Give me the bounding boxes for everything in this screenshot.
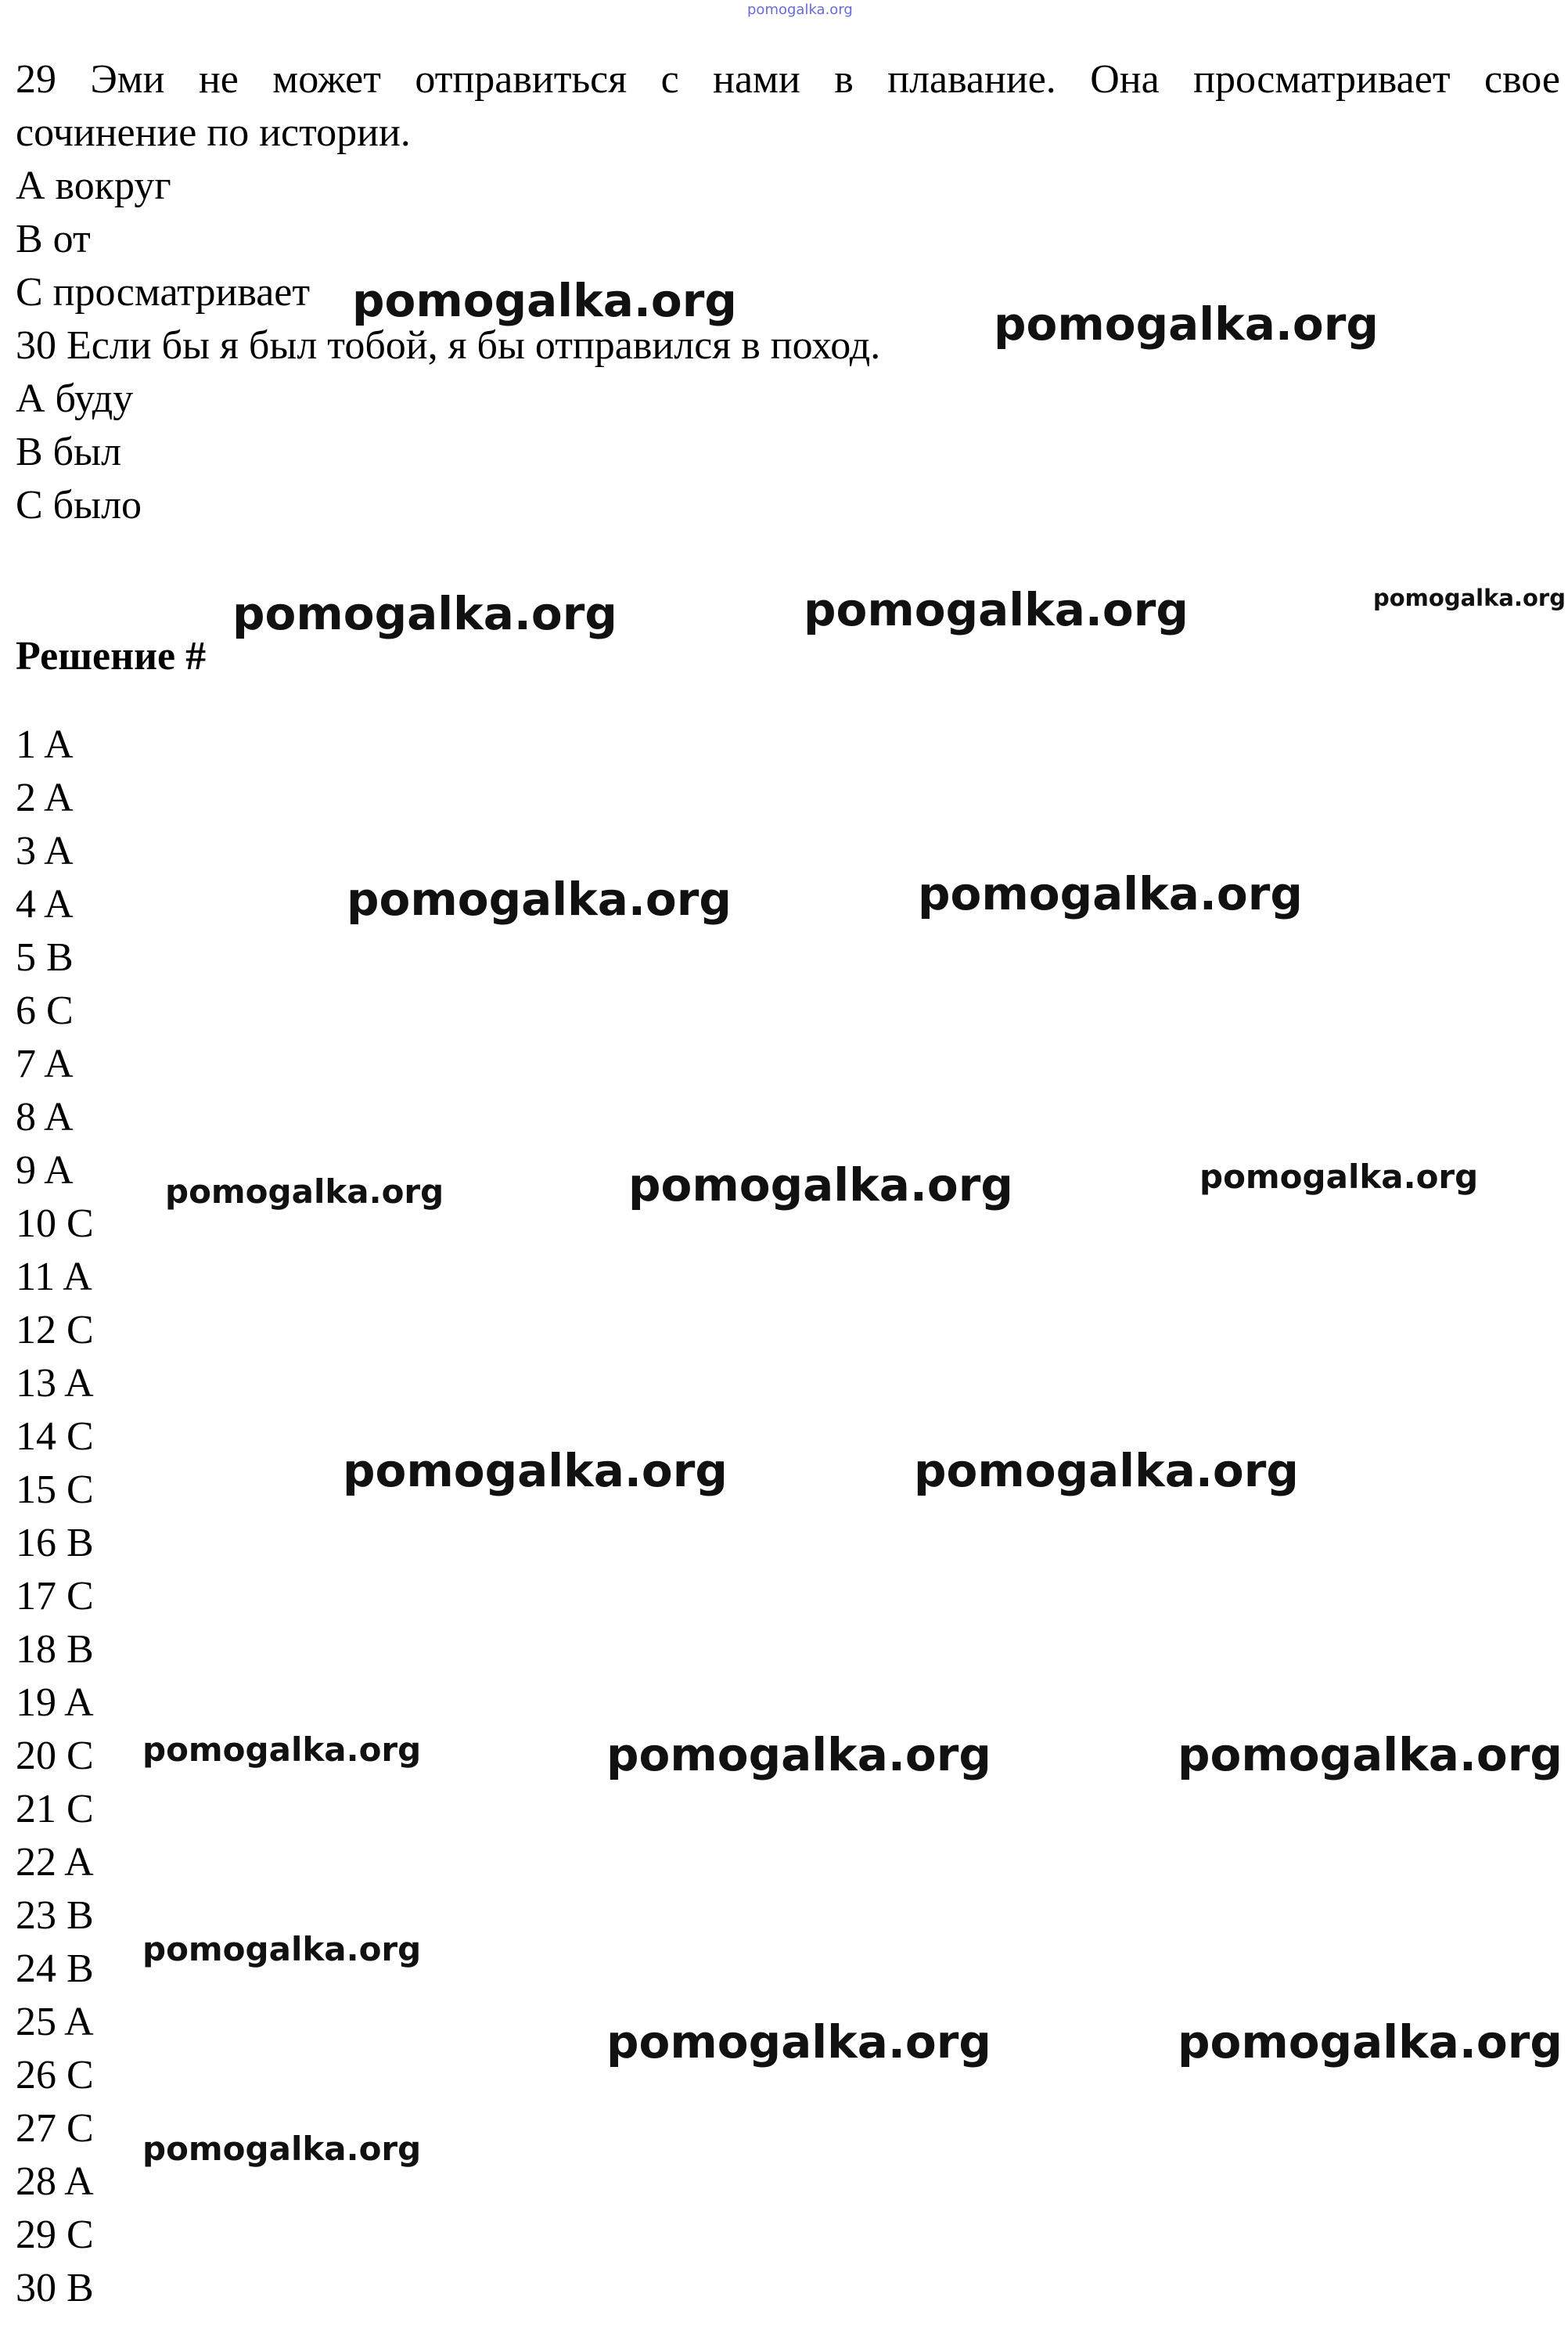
question-30-option-b: В был <box>16 430 122 474</box>
watermark: pomogalka.org <box>142 2130 422 2168</box>
answer-item: 1 A <box>16 722 74 767</box>
watermark: pomogalka.org <box>804 583 1189 636</box>
watermark: pomogalka.org <box>1178 1728 1563 1781</box>
answer-item: 13 A <box>16 1361 94 1406</box>
watermark: pomogalka.org <box>165 1172 444 1211</box>
answer-item: 30 B <box>16 2266 94 2310</box>
watermark: pomogalka.org <box>142 1730 422 1769</box>
question-29-option-b: В от <box>16 217 91 261</box>
watermark: pomogalka.org <box>628 1158 1013 1212</box>
answer-item: 15 C <box>16 1467 94 1512</box>
answer-item: 23 B <box>16 1893 94 1938</box>
answer-item: 6 C <box>16 988 74 1033</box>
answer-item: 17 C <box>16 1574 94 1618</box>
watermark: pomogalka.org <box>142 1930 422 1968</box>
answer-item: 8 A <box>16 1095 74 1140</box>
answer-item: 22 A <box>16 1840 94 1885</box>
answer-item: 27 C <box>16 2106 94 2151</box>
answer-item: 24 B <box>16 1946 94 1991</box>
answer-item: 29 C <box>16 2213 94 2257</box>
watermark: pomogalka.org <box>347 873 732 926</box>
question-30-line-1: 30 Если бы я был тобой, я бы отправился в поход. <box>16 323 881 368</box>
watermark: pomogalka.org <box>1373 585 1566 611</box>
watermark: pomogalka.org <box>1178 2015 1563 2069</box>
question-29-option-c: С просматривает <box>16 270 311 315</box>
answer-item: 21 C <box>16 1787 94 1831</box>
question-30-option-c: С было <box>16 483 142 527</box>
answer-item: 19 A <box>16 1680 94 1725</box>
watermark: pomogalka.org <box>606 2015 991 2069</box>
answer-item: 16 B <box>16 1521 94 1565</box>
watermark: pomogalka.org <box>352 274 737 327</box>
top-watermark: pomogalka.org <box>747 2 853 18</box>
answer-item: 11 A <box>16 1255 92 1299</box>
watermark: pomogalka.org <box>1199 1158 1479 1196</box>
answer-item: 3 A <box>16 829 74 873</box>
answer-item: 12 C <box>16 1308 94 1352</box>
answer-item: 7 A <box>16 1042 74 1086</box>
watermark: pomogalka.org <box>232 587 617 640</box>
question-30-option-a: А буду <box>16 376 134 421</box>
answer-item: 4 A <box>16 882 74 927</box>
question-29-line-2: сочинение по истории. <box>16 110 411 155</box>
question-29-line-1: 29 Эми не может отправиться с нами в плавание. Она просматривает свое <box>16 57 1560 102</box>
answer-item: 2 A <box>16 776 74 820</box>
answer-item: 18 B <box>16 1627 94 1672</box>
answer-item: 28 A <box>16 2159 94 2204</box>
watermark: pomogalka.org <box>994 297 1379 351</box>
watermark: pomogalka.org <box>343 1444 728 1497</box>
answer-item: 5 B <box>16 935 74 980</box>
question-29-option-a: А вокруг <box>16 164 171 208</box>
answer-item: 9 A <box>16 1148 74 1193</box>
watermark: pomogalka.org <box>606 1728 991 1781</box>
answer-item: 25 A <box>16 2000 94 2044</box>
answer-item: 14 C <box>16 1414 94 1459</box>
answer-item: 20 C <box>16 1734 94 1778</box>
answer-item: 10 C <box>16 1201 94 1246</box>
watermark: pomogalka.org <box>914 1444 1299 1497</box>
watermark: pomogalka.org <box>918 867 1303 920</box>
solution-heading: Решение # <box>16 634 207 679</box>
answer-item: 26 C <box>16 2053 94 2097</box>
